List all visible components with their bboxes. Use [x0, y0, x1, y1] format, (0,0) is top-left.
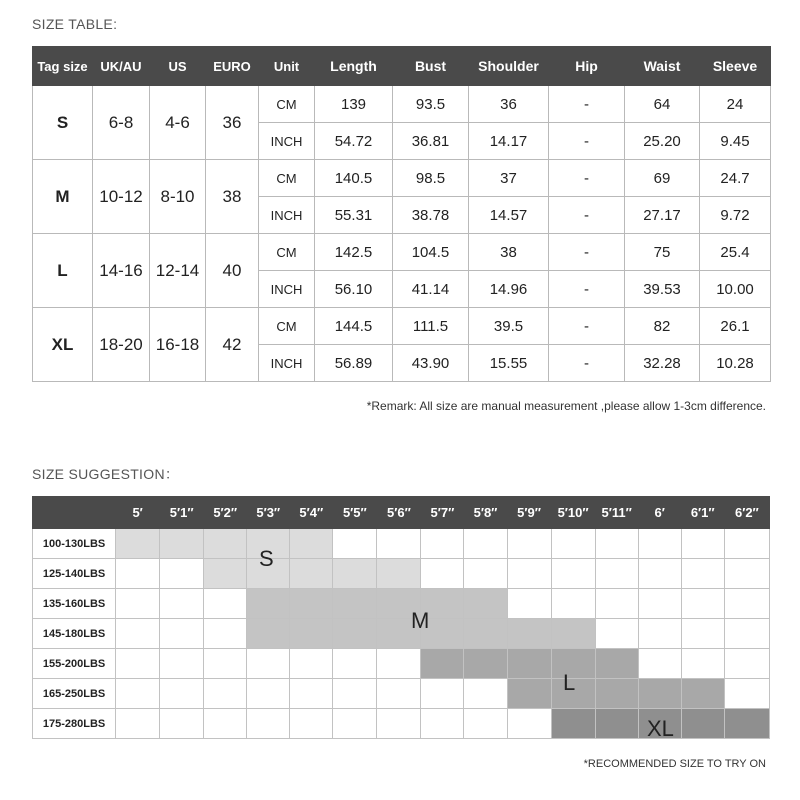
size-zone-cell-m [247, 589, 290, 619]
height-header-cell: 5′ [116, 497, 160, 529]
size-zone-cell-l [507, 649, 551, 679]
uk-au-cell: 14-16 [93, 234, 150, 308]
size-zone-cell-xl [595, 709, 638, 739]
zone-label-s: S [259, 546, 274, 571]
empty-cell [116, 589, 160, 619]
size-zone-cell-m [333, 619, 377, 649]
size-zone-cell-l [681, 679, 724, 709]
empty-cell [290, 709, 333, 739]
empty-cell [333, 709, 377, 739]
height-header-cell: 5′4″ [290, 497, 333, 529]
hip-cell: - [549, 86, 625, 123]
empty-cell [421, 709, 464, 739]
length-cell: 144.5 [315, 308, 393, 345]
waist-cell: 25.20 [625, 123, 700, 160]
size-zone-cell-m [464, 589, 507, 619]
sleeve-cell: 25.4 [700, 234, 771, 271]
empty-cell [507, 709, 551, 739]
empty-cell [160, 619, 204, 649]
sleeve-cell: 9.45 [700, 123, 771, 160]
weight-row [33, 679, 770, 709]
empty-cell [464, 679, 507, 709]
size-zone-cell-s [160, 529, 204, 559]
empty-cell [247, 709, 290, 739]
empty-cell [681, 649, 724, 679]
empty-cell [421, 559, 464, 589]
empty-cell [724, 589, 769, 619]
bust-cell: 98.5 [393, 160, 469, 197]
empty-cell [681, 529, 724, 559]
empty-cell [333, 529, 377, 559]
unit-cell: INCH [259, 345, 315, 382]
length-cell: 139 [315, 86, 393, 123]
size-table [32, 46, 771, 382]
empty-cell [507, 559, 551, 589]
zone-label-l: L [563, 670, 576, 695]
bust-cell: 36.81 [393, 123, 469, 160]
empty-cell [551, 559, 595, 589]
sleeve-cell: 10.28 [700, 345, 771, 382]
empty-cell [724, 529, 769, 559]
zone-label-m: M [411, 608, 430, 633]
us-cell: 16-18 [150, 308, 206, 382]
size-zone-cell-l [638, 679, 681, 709]
shoulder-cell: 14.17 [469, 123, 549, 160]
size-zone-cell-s [204, 529, 247, 559]
tag-size-cell: XL [33, 308, 93, 382]
length-cell: 140.5 [315, 160, 393, 197]
empty-cell [681, 619, 724, 649]
height-header-cell: 5′9″ [507, 497, 551, 529]
height-header-cell: 5′5″ [333, 497, 377, 529]
header-waist: Waist [625, 47, 700, 86]
us-cell: 12-14 [150, 234, 206, 308]
waist-cell: 69 [625, 160, 700, 197]
weight-label: 175-280LBS [33, 709, 116, 739]
size-zone-cell-l [507, 679, 551, 709]
empty-cell [464, 709, 507, 739]
weight-label: 135-160LBS [33, 589, 116, 619]
zone-label-xl: XL [647, 716, 674, 741]
height-header-cell: 5′8″ [464, 497, 507, 529]
header-shoulder: Shoulder [469, 47, 549, 86]
empty-cell [595, 589, 638, 619]
empty-cell [724, 619, 769, 649]
empty-cell [116, 619, 160, 649]
length-cell: 54.72 [315, 123, 393, 160]
empty-cell [724, 649, 769, 679]
length-cell: 56.89 [315, 345, 393, 382]
header-tag-size: Tag size [33, 47, 93, 86]
us-cell: 4-6 [150, 86, 206, 160]
empty-cell [204, 649, 247, 679]
uk-au-cell: 6-8 [93, 86, 150, 160]
empty-cell [160, 679, 204, 709]
length-cell: 56.10 [315, 271, 393, 308]
size-zone-cell-s [204, 559, 247, 589]
empty-cell [638, 559, 681, 589]
empty-cell [681, 559, 724, 589]
bust-cell: 104.5 [393, 234, 469, 271]
sleeve-cell: 9.72 [700, 197, 771, 234]
empty-cell [724, 679, 769, 709]
hip-cell: - [549, 271, 625, 308]
length-cell: 142.5 [315, 234, 393, 271]
bust-cell: 38.78 [393, 197, 469, 234]
header-sleeve: Sleeve [700, 47, 771, 86]
waist-cell: 27.17 [625, 197, 700, 234]
unit-cell: CM [259, 160, 315, 197]
empty-cell [204, 619, 247, 649]
shoulder-cell: 39.5 [469, 308, 549, 345]
euro-cell: 40 [206, 234, 259, 308]
hip-cell: - [549, 197, 625, 234]
hip-cell: - [549, 234, 625, 271]
size-zone-cell-xl [551, 709, 595, 739]
header-uk-au: UK/AU [93, 47, 150, 86]
empty-cell [204, 589, 247, 619]
height-header-cell: 6′ [638, 497, 681, 529]
height-header-cell: 6′2″ [724, 497, 769, 529]
empty-cell [160, 559, 204, 589]
empty-cell [116, 709, 160, 739]
unit-cell: CM [259, 234, 315, 271]
empty-cell [464, 529, 507, 559]
size-row-m-cm [33, 160, 771, 197]
measurement-remark: *Remark: All size are manual measurement ,please allow 1-3cm difference. [366, 399, 766, 413]
height-header-cell: 5′10″ [551, 497, 595, 529]
size-zone-cell-m [290, 619, 333, 649]
shoulder-cell: 38 [469, 234, 549, 271]
height-header-row [33, 497, 770, 529]
size-zone-cell-m [507, 619, 551, 649]
unit-cell: INCH [259, 123, 315, 160]
empty-cell [333, 649, 377, 679]
shoulder-cell: 14.96 [469, 271, 549, 308]
bust-cell: 93.5 [393, 86, 469, 123]
size-row-l-cm [33, 234, 771, 271]
empty-cell [116, 559, 160, 589]
empty-cell [247, 649, 290, 679]
empty-cell [116, 679, 160, 709]
size-row-xl-cm [33, 308, 771, 345]
unit-cell: INCH [259, 197, 315, 234]
bust-cell: 41.14 [393, 271, 469, 308]
height-header-cell: 5′2″ [204, 497, 247, 529]
weight-label: 100-130LBS [33, 529, 116, 559]
weight-label: 125-140LBS [33, 559, 116, 589]
empty-cell [551, 589, 595, 619]
sleeve-cell: 24 [700, 86, 771, 123]
size-zone-cell-l [464, 649, 507, 679]
height-header-cell: 6′1″ [681, 497, 724, 529]
empty-cell [421, 679, 464, 709]
waist-cell: 32.28 [625, 345, 700, 382]
empty-cell [551, 529, 595, 559]
euro-cell: 38 [206, 160, 259, 234]
header-unit: Unit [259, 47, 315, 86]
height-header-cell: 5′1″ [160, 497, 204, 529]
empty-cell [290, 649, 333, 679]
size-row-s-cm [33, 86, 771, 123]
recommended-footnote: *RECOMMENDED SIZE TO TRY ON [583, 758, 766, 770]
height-header-cell: 5′11″ [595, 497, 638, 529]
unit-cell: CM [259, 308, 315, 345]
empty-cell [421, 529, 464, 559]
bust-cell: 111.5 [393, 308, 469, 345]
size-zone-cell-l [595, 679, 638, 709]
corner-cell [33, 497, 116, 529]
size-zone-cell-m [290, 589, 333, 619]
shoulder-cell: 14.57 [469, 197, 549, 234]
header-hip: Hip [549, 47, 625, 86]
waist-cell: 75 [625, 234, 700, 271]
bust-cell: 43.90 [393, 345, 469, 382]
us-cell: 8-10 [150, 160, 206, 234]
empty-cell [724, 559, 769, 589]
size-zone-cell-l [595, 649, 638, 679]
size-zone-cell-s [290, 529, 333, 559]
weight-row [33, 529, 770, 559]
empty-cell [204, 709, 247, 739]
weight-row [33, 649, 770, 679]
waist-cell: 39.53 [625, 271, 700, 308]
size-zone-cell-m [464, 619, 507, 649]
size-zone-cell-xl [681, 709, 724, 739]
length-cell: 55.31 [315, 197, 393, 234]
header-length: Length [315, 47, 393, 86]
size-zone-cell-l [421, 649, 464, 679]
empty-cell [377, 529, 421, 559]
uk-au-cell: 10-12 [93, 160, 150, 234]
empty-cell [160, 589, 204, 619]
sleeve-cell: 10.00 [700, 271, 771, 308]
hip-cell: - [549, 308, 625, 345]
size-zone-cell-s [290, 559, 333, 589]
size-zone-cell-xl [724, 709, 769, 739]
tag-size-cell: M [33, 160, 93, 234]
shoulder-cell: 36 [469, 86, 549, 123]
unit-cell: INCH [259, 271, 315, 308]
empty-cell [247, 679, 290, 709]
size-table-header-row [33, 47, 771, 86]
sleeve-cell: 26.1 [700, 308, 771, 345]
size-zone-cell-m [247, 619, 290, 649]
empty-cell [377, 709, 421, 739]
hip-cell: - [549, 160, 625, 197]
header-us: US [150, 47, 206, 86]
size-table-title: SIZE TABLE: [32, 16, 118, 32]
weight-row [33, 559, 770, 589]
height-header-cell: 5′6″ [377, 497, 421, 529]
empty-cell [507, 529, 551, 559]
euro-cell: 36 [206, 86, 259, 160]
header-euro: EURO [206, 47, 259, 86]
empty-cell [377, 679, 421, 709]
empty-cell [160, 709, 204, 739]
empty-cell [638, 529, 681, 559]
hip-cell: - [549, 123, 625, 160]
tag-size-cell: L [33, 234, 93, 308]
empty-cell [290, 679, 333, 709]
weight-label: 145-180LBS [33, 619, 116, 649]
empty-cell [595, 529, 638, 559]
empty-cell [204, 679, 247, 709]
empty-cell [681, 589, 724, 619]
empty-cell [160, 649, 204, 679]
empty-cell [638, 619, 681, 649]
unit-cell: CM [259, 86, 315, 123]
header-bust: Bust [393, 47, 469, 86]
euro-cell: 42 [206, 308, 259, 382]
empty-cell [116, 649, 160, 679]
size-zone-cell-m [551, 619, 595, 649]
sleeve-cell: 24.7 [700, 160, 771, 197]
uk-au-cell: 18-20 [93, 308, 150, 382]
size-suggestion-grid [32, 496, 770, 739]
size-zone-cell-m [333, 589, 377, 619]
waist-cell: 64 [625, 86, 700, 123]
empty-cell [595, 559, 638, 589]
hip-cell: - [549, 345, 625, 382]
shoulder-cell: 37 [469, 160, 549, 197]
waist-cell: 82 [625, 308, 700, 345]
height-header-cell: 5′3″ [247, 497, 290, 529]
empty-cell [638, 589, 681, 619]
size-zone-cell-s [377, 559, 421, 589]
weight-row [33, 589, 770, 619]
weight-label: 165-250LBS [33, 679, 116, 709]
empty-cell [638, 649, 681, 679]
size-zone-cell-s [116, 529, 160, 559]
weight-row [33, 619, 770, 649]
empty-cell [595, 619, 638, 649]
height-header-cell: 5′7″ [421, 497, 464, 529]
empty-cell [464, 559, 507, 589]
empty-cell [507, 589, 551, 619]
tag-size-cell: S [33, 86, 93, 160]
shoulder-cell: 15.55 [469, 345, 549, 382]
weight-label: 155-200LBS [33, 649, 116, 679]
size-suggestion-title: SIZE SUGGESTION： [32, 466, 180, 482]
empty-cell [333, 679, 377, 709]
empty-cell [377, 649, 421, 679]
size-zone-cell-s [333, 559, 377, 589]
